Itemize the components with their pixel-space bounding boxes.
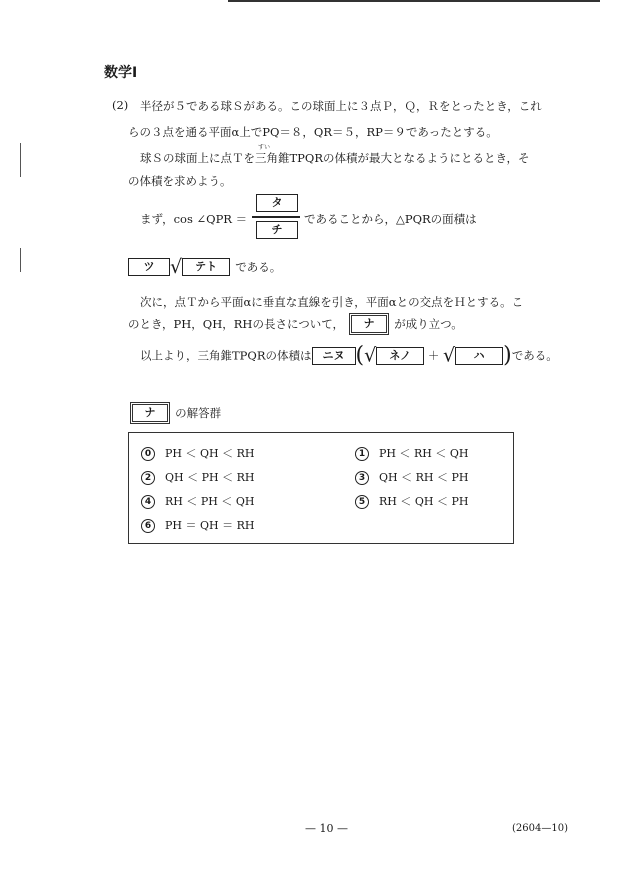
answer-box-ninu[interactable]: ニヌ [312, 347, 356, 365]
problem-line-next-1: 次に，点Ｔから平面αに垂直な直線を引き，平面αとの交点をＨとする。こ [140, 295, 524, 309]
cos-prefix: まず，cos ∠QPR ＝ [140, 212, 248, 226]
problem-line-2: らの３点を通る平面α上でPQ＝８，QR＝５，RP＝９であったとする。 [128, 125, 498, 139]
problem-line-1: 半径が５である球Ｓがある。この球面上に３点Ｐ，Ｑ，Ｒをとったとき，これ [140, 99, 542, 113]
answer-box-teto[interactable]: テト [182, 258, 230, 276]
answer-box-tsu[interactable]: ツ [128, 258, 170, 276]
choice-0[interactable]: 0 PH ＜ QH ＜ RH [141, 445, 254, 461]
answer-box-chi[interactable]: チ [256, 221, 298, 239]
page-code: (2604—10) [512, 823, 568, 834]
close-paren: ) [503, 343, 512, 368]
answer-choices-box [128, 432, 514, 544]
choice-5[interactable]: 5 RH ＜ QH ＜ PH [355, 493, 468, 509]
choice-2[interactable]: 2 QH ＜ PH ＜ RH [141, 469, 254, 485]
problem-line-next-2 [128, 313, 463, 335]
choice-1[interactable]: 1 PH ＜ RH ＜ QH [355, 445, 468, 461]
choice-3[interactable]: 3 QH ＜ RH ＜ PH [355, 469, 468, 485]
fraction-bar [252, 216, 300, 218]
cos-suffix: であることから，△PQRの面積は [304, 212, 477, 226]
answer-group-text: の解答群 [175, 406, 222, 420]
answer-box-na[interactable]: ナ [349, 313, 389, 335]
area-suffix: である。 [235, 260, 282, 274]
margin-mark [20, 143, 21, 177]
plus-sign: ＋ [424, 348, 444, 363]
page-number: — 10 — [305, 822, 348, 835]
volume-prefix: 以上より，三角錐TPQRの体積は [140, 348, 312, 363]
top-rule [228, 0, 600, 2]
problem-line-4: の体積を求めよう。 [128, 174, 232, 188]
open-paren: ( [355, 343, 365, 368]
margin-mark [20, 248, 21, 272]
sqrt-symbol: √ [443, 344, 456, 367]
answer-group-label [130, 402, 221, 424]
section-heading: 数学Ⅰ [104, 65, 138, 81]
sqrt-symbol: √ [364, 344, 377, 367]
next2-suffix: が成り立つ。 [394, 317, 463, 331]
choice-4[interactable]: 4 RH ＜ PH ＜ QH [141, 493, 254, 509]
next2-prefix: のとき，PH，QH，RHの長さについて， [128, 317, 344, 331]
answer-box-ha[interactable]: ハ [455, 347, 503, 365]
problem-number: (2) [112, 98, 129, 112]
ruby-annotation: すい [258, 144, 271, 151]
area-expression [128, 256, 281, 278]
volume-expression [140, 343, 558, 368]
problem-line-3: 球Ｓの球面上に点Ｔを三角錐TPQRの体積が最大となるようにとるとき，そ [140, 151, 530, 165]
sqrt-symbol: √ [170, 256, 183, 278]
choice-6[interactable]: 6 PH ＝ QH ＝ RH [141, 517, 254, 533]
answer-box-neno[interactable]: ネノ [376, 347, 424, 365]
answer-box-ta[interactable]: タ [256, 194, 298, 212]
answer-group-box: ナ [130, 402, 170, 424]
volume-suffix: である。 [511, 348, 558, 363]
